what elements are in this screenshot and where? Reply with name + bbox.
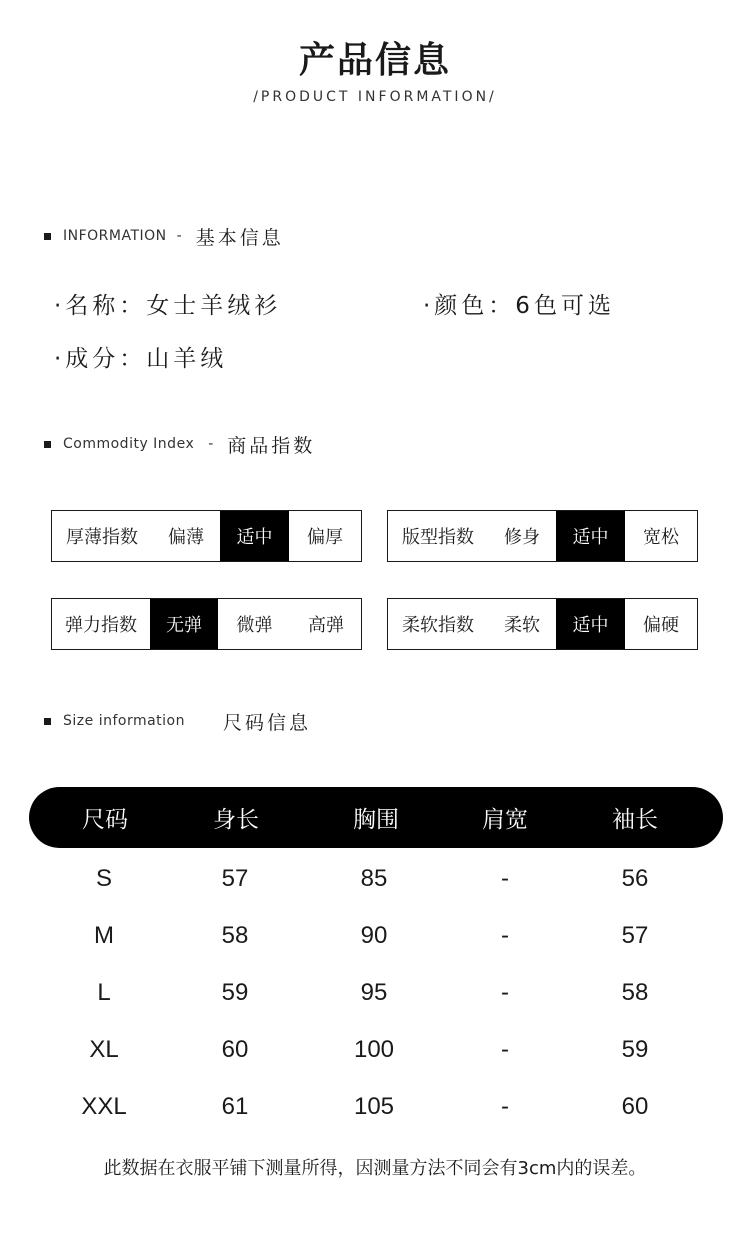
index-softness: [387, 598, 698, 650]
cell-size: M: [94, 922, 114, 949]
cell-chest: 105: [353, 1093, 395, 1120]
cell-shoulder: -: [501, 979, 509, 1006]
index-option: 偏厚: [307, 527, 343, 548]
index-option: 修身: [504, 527, 540, 548]
product-name: ·名称：女士羊绒衫: [54, 293, 282, 319]
cell-sleeve: 60: [621, 1093, 649, 1120]
table-row: [0, 922, 750, 962]
cell-chest: 90: [360, 922, 388, 949]
cell-length: 59: [221, 979, 249, 1006]
cell-shoulder: -: [501, 865, 509, 892]
index-fit: [387, 510, 698, 562]
cell-shoulder: -: [501, 1036, 509, 1063]
column-header-sleeve: 袖长: [612, 807, 658, 833]
column-header-length: 身长: [213, 807, 259, 833]
index-option: 柔软: [504, 615, 540, 636]
page-title: 产品信息: [298, 40, 451, 81]
cell-length: 57: [221, 865, 249, 892]
cell-sleeve: 58: [621, 979, 649, 1006]
index-option-selected: 无弹: [150, 599, 218, 649]
measurement-note: 此数据在衣服平铺下测量所得，因测量方法不同会有3cm内的误差。: [103, 1158, 647, 1179]
size-table-header: [29, 787, 723, 848]
index-option-selected: 适中: [220, 511, 289, 561]
cell-sleeve: 57: [621, 922, 649, 949]
square-bullet-icon: [44, 233, 51, 240]
section-heading-commodity-index: [44, 432, 315, 456]
table-row: [0, 865, 750, 905]
cell-size: XL: [89, 1036, 119, 1063]
index-thickness: [51, 510, 362, 562]
cell-chest: 95: [360, 979, 388, 1006]
cell-length: 60: [221, 1036, 249, 1063]
section-dash: -: [176, 228, 182, 244]
index-option: 偏薄: [168, 527, 204, 548]
column-header-chest: 胸围: [353, 807, 399, 833]
table-row: [0, 979, 750, 1019]
cell-size: L: [97, 979, 111, 1006]
section-title-zh: 基本信息: [195, 226, 284, 249]
index-elasticity: [51, 598, 362, 650]
index-label: 版型指数: [402, 527, 474, 548]
index-label: 柔软指数: [402, 615, 474, 636]
cell-chest: 85: [360, 865, 388, 892]
index-option: 高弹: [308, 615, 344, 636]
index-option: 偏硬: [643, 615, 679, 636]
cell-length: 58: [221, 922, 249, 949]
column-header-size: 尺码: [82, 807, 128, 833]
cell-shoulder: -: [501, 922, 509, 949]
section-title-zh: 尺码信息: [223, 711, 312, 734]
page-subtitle: /PRODUCT INFORMATION/: [253, 89, 497, 105]
section-heading-information: [44, 224, 284, 248]
index-option: 微弹: [236, 615, 273, 636]
section-dash: -: [208, 436, 214, 452]
table-row: [0, 1036, 750, 1076]
square-bullet-icon: [44, 718, 51, 725]
cell-sleeve: 59: [621, 1036, 649, 1063]
cell-chest: 100: [353, 1036, 395, 1063]
cell-shoulder: -: [501, 1093, 509, 1120]
section-title-en: INFORMATION: [63, 228, 167, 244]
index-label: 厚薄指数: [66, 527, 138, 548]
section-title-zh: 商品指数: [227, 434, 316, 457]
square-bullet-icon: [44, 441, 51, 448]
section-title-en: Size information: [63, 713, 185, 729]
section-heading-size-information: [44, 709, 311, 733]
cell-sleeve: 56: [621, 865, 649, 892]
cell-size: S: [95, 865, 113, 892]
product-material: ·成分：山羊绒: [54, 346, 228, 372]
index-option-selected: 适中: [556, 511, 625, 561]
product-color: ·颜色：6色可选: [423, 293, 615, 319]
table-row: [0, 1093, 750, 1133]
section-title-en: Commodity Index: [63, 436, 195, 452]
cell-size: XXL: [81, 1093, 127, 1120]
cell-length: 61: [221, 1093, 249, 1120]
index-option-selected: 适中: [556, 599, 625, 649]
index-label: 弹力指数: [65, 615, 137, 636]
column-header-shoulder: 肩宽: [482, 807, 528, 833]
index-option: 宽松: [643, 527, 679, 548]
